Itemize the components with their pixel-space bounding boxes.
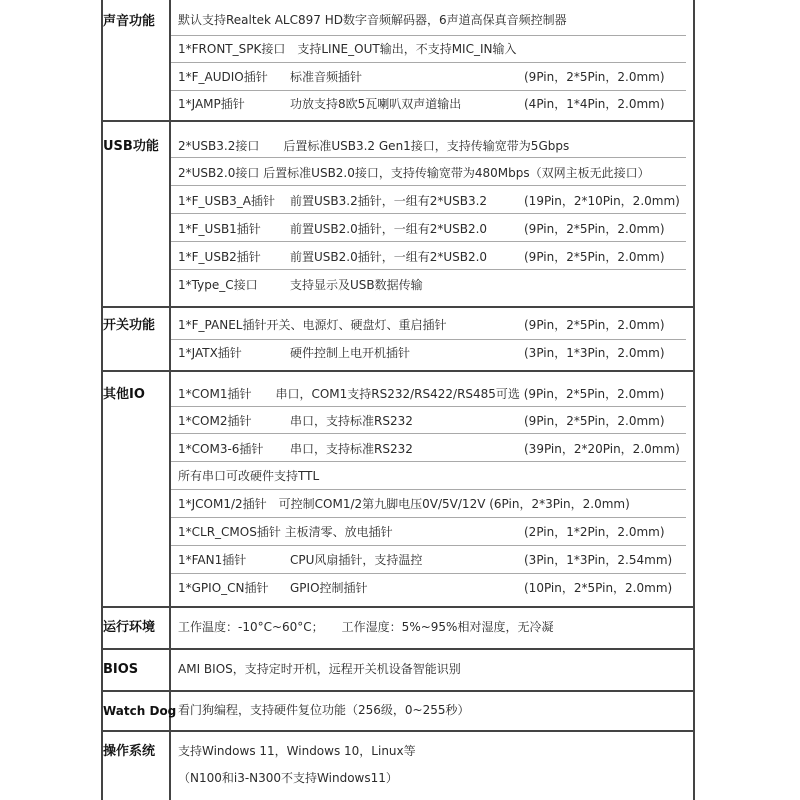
gpio-name: 1*GPIO_CN插针 xyxy=(178,581,269,595)
row-separator xyxy=(171,269,686,270)
f-usb2-desc: 前置USB2.0插针，一组有2*USB2.0 xyxy=(290,250,488,264)
row-separator xyxy=(171,35,686,36)
section-label-other-io: 其他IO xyxy=(103,387,145,402)
row-separator xyxy=(171,213,686,214)
clr-cmos-name: 1*CLR_CMOS插针 主板清零、放电插针 xyxy=(178,525,393,539)
f-audio-spec: (9Pin，2*5Pin，2.0mm) xyxy=(524,70,665,84)
watchdog-text: 看门狗编程，支持硬件复位功能（256级，0~255秒） xyxy=(178,703,470,717)
jatx-spec: (3Pin，1*3Pin，2.0mm) xyxy=(524,346,665,360)
ttl-note: 所有串口可改硬件支持TTL xyxy=(178,469,320,483)
os-note-text: （N100和i3-N300不支持Windows11） xyxy=(178,771,398,785)
section-divider xyxy=(101,120,694,122)
f-usb2-spec: (9Pin，2*5Pin，2.0mm) xyxy=(524,250,665,264)
com2-name: 1*COM2插针 xyxy=(178,414,252,428)
jamp-desc: 功放支持8欧5瓦喇叭双声道输出 xyxy=(290,97,462,111)
f-usb1-name: 1*F_USB1插针 xyxy=(178,222,261,236)
section-divider xyxy=(101,306,694,308)
f-panel-spec: (9Pin，2*5Pin，2.0mm) xyxy=(524,318,665,332)
row-separator xyxy=(171,433,686,434)
jamp-name: 1*JAMP插针 xyxy=(178,97,245,111)
f-usb3-a-desc: 前置USB3.2插针，一组有2*USB3.2 xyxy=(290,194,488,208)
section-label-switch: 开关功能 xyxy=(103,318,156,333)
com3-6-desc: 串口，支持标准RS232 xyxy=(290,442,413,456)
com3-6-name: 1*COM3-6插针 xyxy=(178,442,264,456)
row-separator xyxy=(171,62,686,63)
f-panel-name: 1*F_PANEL插针开关、电源灯、硬盘灯、重启插针 xyxy=(178,318,447,332)
section-divider xyxy=(101,730,694,732)
section-divider xyxy=(101,370,694,372)
gpio-spec: (10Pin，2*5Pin，2.0mm) xyxy=(524,581,673,595)
fan1-spec: (3Pin，1*3Pin，2.54mm) xyxy=(524,553,673,567)
jatx-desc: 硬件控制上电开机插针 xyxy=(290,346,411,360)
environment-text: 工作温度：-10°C~60°C； 工作湿度：5%~95%相对湿度，无冷凝 xyxy=(178,620,554,634)
f-usb1-spec: (9Pin，2*5Pin，2.0mm) xyxy=(524,222,665,236)
row-separator xyxy=(171,241,686,242)
f-audio-desc: 标准音频插针 xyxy=(290,70,363,84)
row-separator xyxy=(171,185,686,186)
row-separator xyxy=(171,157,686,158)
section-label-usb: USB功能 xyxy=(103,139,159,154)
front-spk-text: 1*FRONT_SPK接口 支持LINE_OUT输出，不支持MIC_IN输入 xyxy=(178,42,517,56)
f-usb2-name: 1*F_USB2插针 xyxy=(178,250,261,264)
section-divider xyxy=(101,690,694,692)
section-divider xyxy=(101,648,694,650)
usb32-text: 2*USB3.2接口 后置标准USB3.2 Gen1接口，支持传输宽带为5Gbps xyxy=(178,139,570,153)
com2-spec: (9Pin，2*5Pin，2.0mm) xyxy=(524,414,665,428)
section-label-bios: BIOS xyxy=(103,662,139,677)
clr-cmos-spec: (2Pin，1*2Pin，2.0mm) xyxy=(524,525,665,539)
audio-codec-text: 默认支持Realtek ALC897 HD数字音频解码器，6声道高保真音频控制器 xyxy=(178,13,567,27)
f-usb1-desc: 前置USB2.0插针，一组有2*USB2.0 xyxy=(290,222,488,236)
row-separator xyxy=(171,461,686,462)
type-c-name: 1*Type_C接口 xyxy=(178,278,258,292)
section-label-os: 操作系统 xyxy=(103,744,156,759)
f-audio-name: 1*F_AUDIO插针 xyxy=(178,70,268,84)
com3-6-spec: (39Pin，2*20Pin，2.0mm) xyxy=(524,442,680,456)
fan1-desc: CPU风扇插针，支持温控 xyxy=(290,553,423,567)
type-c-desc: 支持显示及USB数据传输 xyxy=(290,278,423,292)
com2-desc: 串口，支持标准RS232 xyxy=(290,414,413,428)
row-separator xyxy=(171,406,686,407)
row-separator xyxy=(171,573,686,574)
row-separator xyxy=(171,339,686,340)
section-label-audio: 声音功能 xyxy=(103,14,156,29)
section-label-watchdog: Watch Dog xyxy=(103,704,177,718)
com1-text: 1*COM1插针 串口，COM1支持RS232/RS422/RS485可选 (9Pin，2*5Pin，2.0mm) xyxy=(178,387,665,401)
section-label-environment: 运行环境 xyxy=(103,620,156,635)
fan1-name: 1*FAN1插针 xyxy=(178,553,247,567)
f-usb3-a-spec: (19Pin，2*10Pin，2.0mm) xyxy=(524,194,680,208)
usb20-text: 2*USB2.0接口 后置标准USB2.0接口，支持传输宽带为480Mbps（双网主板无此接口） xyxy=(178,166,650,180)
row-separator xyxy=(171,90,686,91)
section-divider xyxy=(101,606,694,608)
jatx-name: 1*JATX插针 xyxy=(178,346,242,360)
f-usb3-a-name: 1*F_USB3_A插针 xyxy=(178,194,276,208)
row-separator xyxy=(171,489,686,490)
gpio-desc: GPIO控制插针 xyxy=(290,581,368,595)
row-separator xyxy=(171,545,686,546)
bios-text: AMI BIOS，支持定时开机，远程开关机设备智能识别 xyxy=(178,662,461,676)
jcom-text: 1*JCOM1/2插针 可控制COM1/2第九脚电压0V/5V/12V (6Pin，2*3Pin，2.0mm) xyxy=(178,497,630,511)
os-support-text: 支持Windows 11，Windows 10，Linux等 xyxy=(178,744,416,758)
jamp-spec: (4Pin，1*4Pin，2.0mm) xyxy=(524,97,665,111)
row-separator xyxy=(171,517,686,518)
